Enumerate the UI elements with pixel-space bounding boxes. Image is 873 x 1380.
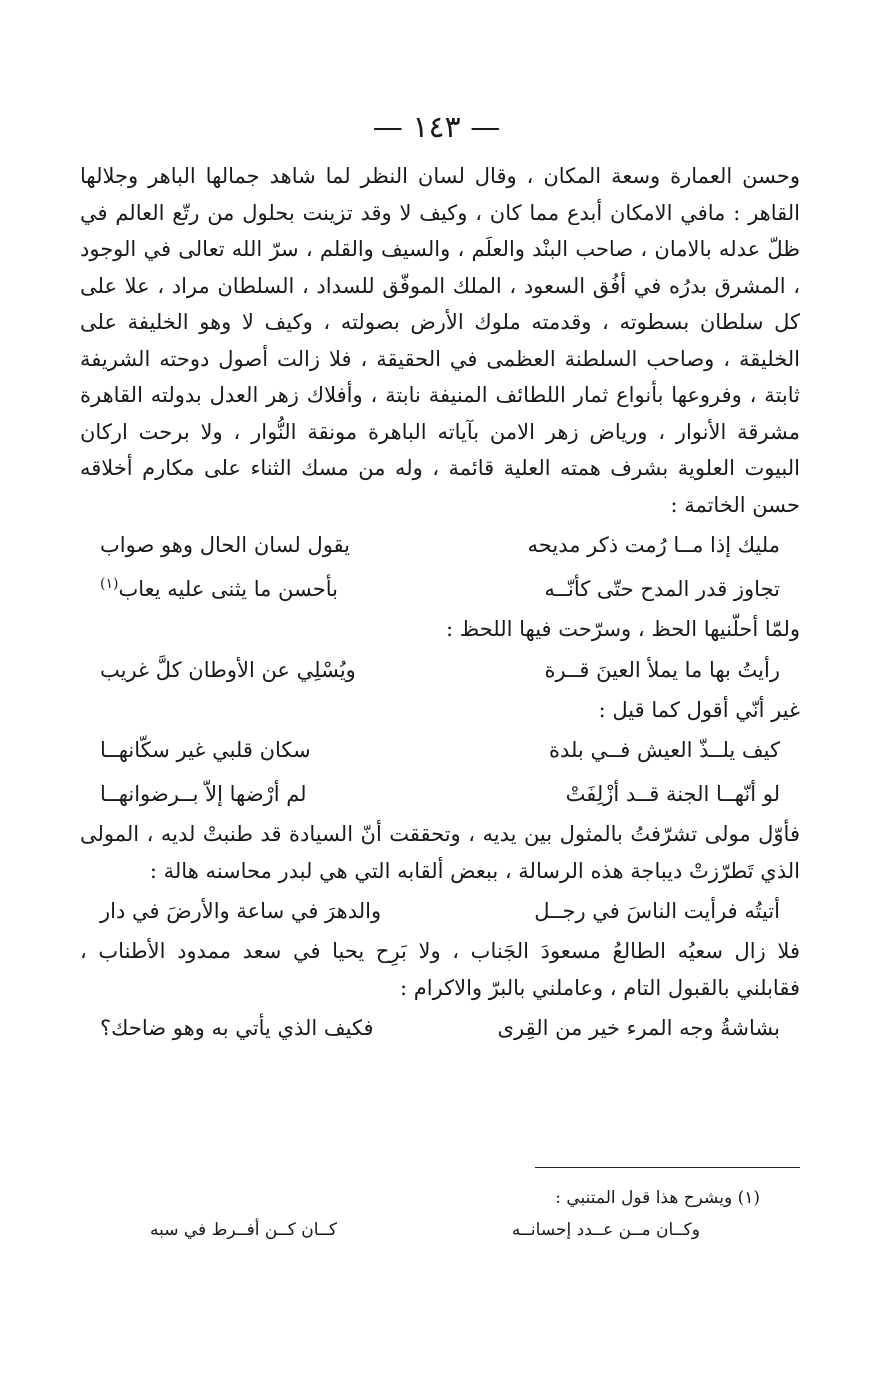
verse-line bbox=[100, 523, 780, 567]
prose-paragraph: فلا زال سعيُه الطالعُ مسعودَ الجَناب ، ولا بَرِح يحيا في سعد ممدود الأطناب ، فقابلني بالقبول التام ، وعاملني بالبرّ والاكرام : bbox=[80, 939, 800, 1000]
verse-first-hemistich: مليك إذا مــا رُمت ذكر مديحه bbox=[527, 533, 780, 557]
verse-second-hemistich: والدهرَ في ساعة والأرضَ في دار bbox=[100, 899, 382, 923]
footnote-marker: (١) bbox=[100, 576, 119, 592]
verse-second-text: بأحسن ما يثنى عليه يعاب bbox=[118, 577, 339, 601]
footnote-verse bbox=[150, 1213, 700, 1247]
verse-first-hemistich: رأيتُ بها ما يملأ العينَ قــرة bbox=[544, 657, 780, 682]
verse-line bbox=[100, 889, 780, 933]
verse-second-hemistich: فكيف الذي يأتي به وهو ضاحك؟ bbox=[100, 1016, 374, 1040]
verse-line bbox=[100, 1006, 780, 1050]
verse-second-hemistich: ويُسْلِي عن الأوطان كلَّ غريب bbox=[100, 657, 356, 682]
footnote-first-hemistich: وكــان مــن عــدد إحسانــه bbox=[511, 1220, 700, 1240]
verse-second-hemistich bbox=[100, 567, 338, 611]
verse-line bbox=[100, 728, 780, 772]
footnotes bbox=[150, 1183, 760, 1247]
verse-first-hemistich: لو أنّهــا الجنة قــد أزْلِفَتْ bbox=[565, 782, 780, 806]
prose-paragraph: ولمّا أحلّنيها الحظ ، وسرّحت فيها اللحظ : bbox=[446, 617, 800, 641]
verse-second-hemistich: يقول لسان الحال وهو صواب bbox=[100, 533, 351, 557]
footnote-second-hemistich: كــان كــن أفــرط في سبه bbox=[150, 1220, 338, 1240]
footnote-intro: (١) ويشرح هذا قول المتنبي : bbox=[555, 1188, 760, 1208]
footnote-divider bbox=[535, 1167, 800, 1168]
prose-paragraph: وحسن العمارة وسعة المكان ، وقال لسان النظر لما شاهد جمالها الباهر وجلالها القاهر : مافي الامكان أبدع مما كان ، وكيف لا وقد تزينت بحلول من رتّع العالم في ظلّ عدله بالامان ، صاحب البنْد والعلَم ، والسيف والقلم ، سرّ الله تعالى في الوجود ، المشرق بدرُه في أفُق السعود ، الملك الموفّق للسداد ، السلطان مراد ، علا على كل سلطان بسطوته ، وقدمته ملوك الأرض بصولته ، وكيف لا وهو الخليفة على الخليقة ، وصاحب السلطنة العظمى في الحقيقة ، فلا زالت أصول دوحته الشريفة ثابتة ، وفروعها بأنواع ثمار اللطائف المنيفة نابتة ، وأفلاك زهر العدل بدولته القاهرة مشرقة الأنوار ، ورياض زهر الامن بآياته الباهرة مونقة النُّوار ، ولا برحت اركان البيوت العلوية بشرف همته العلية قائمة ، وله من مسك الثناء على مكارم أخلاقه حسن الخاتمة : bbox=[80, 164, 800, 517]
prose-paragraph: غير أنّي أقول كما قيل : bbox=[598, 697, 800, 722]
verse-line bbox=[100, 567, 780, 611]
verse-first-hemistich: تجاوز قدر المدح حتّى كأنّــه bbox=[544, 577, 780, 601]
verse-line bbox=[100, 772, 780, 816]
body-text bbox=[80, 158, 800, 1050]
page-number: — ١٤٣ — bbox=[372, 110, 501, 145]
verse-first-hemistich: كيف يلــذّ العيش فــي بلدة bbox=[548, 738, 780, 762]
verse-first-hemistich: بشاشةُ وجه المرء خير من القِرى bbox=[497, 1016, 780, 1040]
verse-first-hemistich: أتيتُه فرأيت الناسَ في رجــل bbox=[534, 899, 780, 923]
verse-second-hemistich: سكان قلبي غير سكّانهــا bbox=[100, 738, 311, 762]
prose-paragraph: فأوّل مولى تشرّفتُ بالمثول بين يديه ، وتحققت أنّ السيادة قد طنبتْ لديه ، المولى الذي تَطرّزتْ ديباجة هذه الرسالة ، ببعض ألقابه التي هي لبدر محاسنه هالة : bbox=[80, 822, 800, 883]
verse-second-hemistich: لم أرْضها إلاّ بــرضوانهــا bbox=[100, 782, 307, 806]
verse-line bbox=[100, 648, 780, 692]
